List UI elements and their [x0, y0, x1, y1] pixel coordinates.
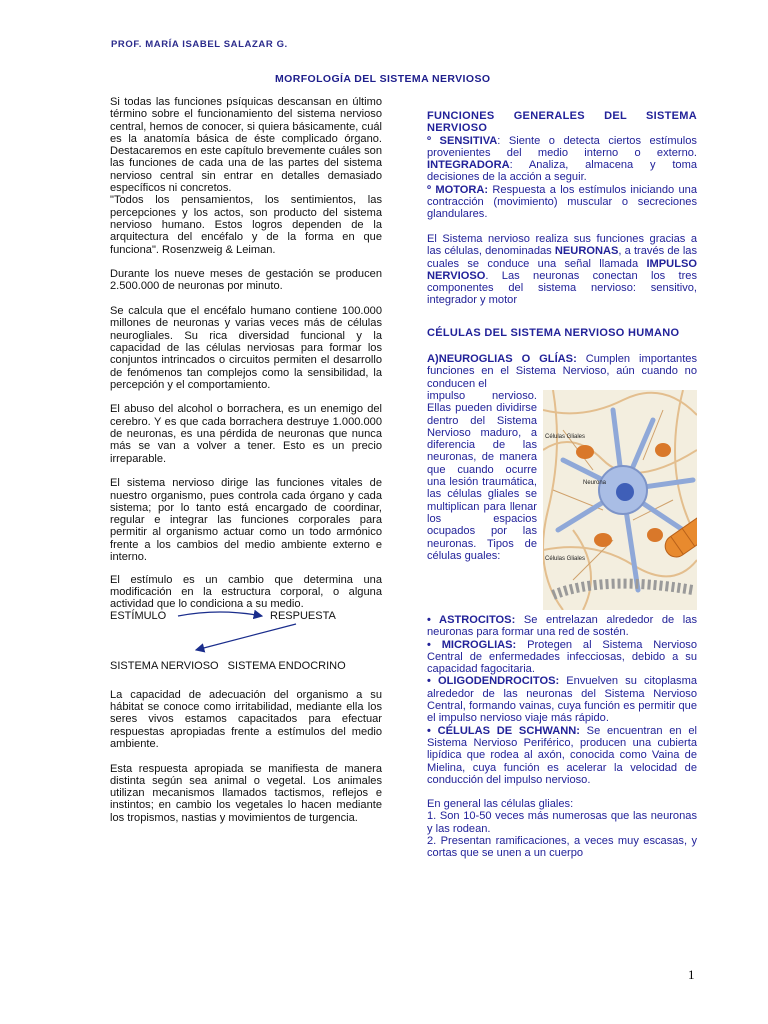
page-number: 1	[688, 967, 695, 982]
neurons-text-1: El Sistema nervioso realiza sus funciones gracias a las células, denominadas	[427, 232, 697, 258]
sensitive-label: º SENSITIVA	[427, 134, 498, 147]
gestation-paragraph: Durante los nueve meses de gestación se producen 2.500.000 de neuronas por minuto.	[110, 268, 382, 293]
astrocytes-label: • ASTROCITOS:	[427, 613, 516, 626]
motor-text: Respuesta a los estímulos iniciando una contracción (movimiento) muscular o secreciones glandulares.	[427, 183, 697, 221]
response-paragraph: Esta respuesta apropiada se manifiesta de manera distinta según sea animal o vegetal. Los animales utilizan mecanismos llamados tactismos, reflejos e instintos; en cambio los vegetales lo hacen mediante los tropismos, nastias y movimientos de turgencia.	[110, 762, 382, 824]
glia-intro: Cumplen importantes funciones en el Sistema Nervioso, aún cuando no conducen el	[427, 353, 697, 390]
glial-bottom-label: Células Gliales	[545, 555, 586, 562]
nervous-system-label: SISTEMA NERVIOSO	[110, 660, 219, 673]
neuron-count-paragraph: Se calcula que el encéfalo humano contiene 100.000 millones de neuronas y varias veces más de células neurogliales. Su rica diversidad funcional y la capacidad de las células nerviosas para formar los conjuntos intrincados o circuitos permiten el desarrollo de fenómenos tan complejos como la sensibilidad, la percepción y el comportamiento.	[110, 305, 382, 391]
list-item	[427, 675, 697, 724]
glial-cells-illustration	[543, 390, 697, 610]
integrative-text: : Analiza, almacena y toma decisiones de la acción a seguir.	[427, 159, 697, 184]
sensitive-text: : Siente o detecta ciertos estímulos provenientes del medio interno o externo.	[427, 134, 697, 159]
neurons-text-3: . Las neuronas conectan los tres componentes del sistema nervioso: sensitivo, integrador y motor	[427, 269, 697, 307]
intro-paragraph: Si todas las funciones psíquicas descansan en último término sobre el funcionamiento del sistema nervioso central, hemos de conocer, si quiera básicamente, cuál es la anatomía básica de éste complicado órgano. Destacaremos en este capítulo brevemente cuáles son las funciones de cada una de las partes del sistema nervioso central sin entrar en detalles demasiado específicos ni concretos.	[110, 96, 382, 195]
motor-label: º MOTORA:	[427, 183, 489, 196]
microglia-text: Protegen al Sistema Nervioso Central de enfermedades infecciosas, debido a su capacidad fagocitaria.	[427, 638, 697, 676]
right-column	[427, 110, 697, 860]
neurons-paragraph	[427, 233, 697, 307]
endocrine-system-label: SISTEMA ENDOCRINO	[227, 660, 346, 673]
schwann-text: Se encuentran en el Sistema Nervioso Periférico, producen una cubierta lipídica que rodea al axón, conocida como Vaina de Mielina, cuya función es acelerar la velocidad de conducción del impulso nervioso.	[427, 724, 697, 786]
author-header: PROF. MARÍA ISABEL SALAZAR G.	[111, 39, 288, 50]
functions-heading: FUNCIONES GENERALES DEL SISTEMA NERVIOSO	[427, 110, 697, 135]
glial-types-list	[427, 614, 697, 860]
schwann-label: • CÉLULAS DE SCHWANN:	[427, 724, 580, 737]
irritability-paragraph: La capacidad de adecuación del organismo a su hábitat se conoce como irritabilidad, mediante ella los seres vivos estamos capacitados para efectuar respuestas apropiadas frente a estímulos del medio ambiente.	[110, 688, 382, 750]
neurons-bold: NEURONAS	[554, 245, 619, 258]
list-item	[427, 725, 697, 786]
list-item	[427, 639, 697, 676]
document-title: MORFOLOGÍA DEL SISTEMA NERVIOSO	[275, 73, 491, 85]
left-column	[110, 96, 382, 824]
sensitive-function	[427, 135, 697, 184]
stimulus-diagram	[110, 610, 382, 660]
stimulus-paragraph: El estímulo es un cambio que determina una modificación en la estructura corporal, o alguna actividad que lo condiciona a su medio.	[110, 573, 382, 611]
oligodendrocytes-label: • OLIGODENDROCITOS:	[427, 675, 560, 688]
neuron-label: Neurona	[583, 479, 607, 486]
list-item	[427, 614, 697, 639]
oligodendrocytes-text: Envuelven su citoplasma alrededor de las neuronas del Sistema Nervioso Central, formando vainas, cuya función es permitir que el impulso nervioso viaje más rápido.	[427, 675, 697, 725]
glia-body: impulso nervioso. Ellas pueden dividirse dentro del Sistema Nervioso maduro, a diferencia de las neuronas, de manera que cuando ocurre una lesión traumática, las células gliales se multiplican para llenar los espacios ocupados por las neuronas. Tipos de células guales:	[427, 389, 537, 562]
cells-heading: CÉLULAS DEL SISTEMA NERVIOSO HUMANO	[427, 326, 680, 339]
integrative-label: INTEGRADORA	[427, 159, 510, 172]
list-item: 2. Presentan ramificaciones, a veces muy escasas, y cortas que se unen a un cuerpo	[427, 834, 697, 860]
glia-paragraph	[427, 353, 697, 390]
system-labels-row	[110, 660, 382, 672]
response-label: RESPUESTA	[270, 610, 336, 623]
neurons-text-2: , a través de las cuales se conduce una señal llamada	[427, 245, 698, 270]
stimulus-arrows	[110, 610, 382, 660]
general-intro: En general las células gliales:	[427, 798, 574, 811]
alcohol-paragraph: El abuso del alcohol o borrachera, es un enemigo del cerebro. Y es que cada borrachera destruye 1.000.000 de neuronas, es una pérdida de neuronas que nunca más se van a volver a tener. Esto es un precio irreparable.	[110, 403, 382, 465]
impulse-bold: IMPULSO NERVIOSO	[427, 257, 697, 282]
stimulus-label: ESTÍMULO	[110, 610, 167, 623]
functions-paragraph: El sistema nervioso dirige las funciones vitales de nuestro organismo, pues controla cada órgano y cada sistema; por lo tanto está encargado de coordinar, regular e integrar las funciones corporales para permitir al organismo actuar como un todo armónico frente a los cambios del medio ambiente externo e interno.	[110, 477, 382, 563]
astrocytes-text: Se entrelazan alrededor de las neuronas para formar una red de sostén.	[427, 613, 697, 639]
motor-function	[427, 184, 697, 221]
quote-paragraph: "Todos los pensamientos, los sentimientos, las percepciones y los actos, son producto del sistema nervioso humano. Estos logros dependen de la arquitectura del encéfalo y de la forma en que funciona". Rosenzweig & Leiman.	[110, 194, 382, 256]
list-item: 1. Son 10-50 veces más numerosas que las neuronas y las rodean.	[427, 810, 697, 835]
glia-figure-block	[427, 390, 697, 562]
microglia-label: • MICROGLIAS:	[427, 638, 517, 651]
glial-top-label: Células Gliales	[545, 433, 586, 440]
glia-label: A)NEUROGLIAS O GLÍAS:	[427, 353, 577, 366]
